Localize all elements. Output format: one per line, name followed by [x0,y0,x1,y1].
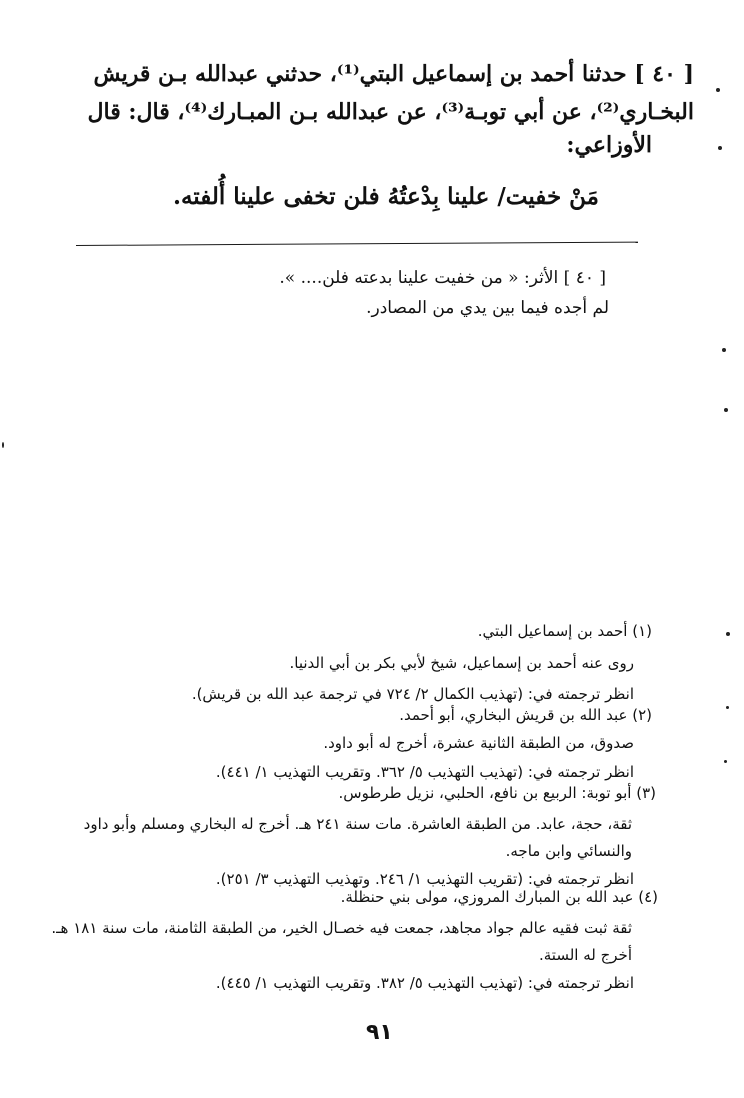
scan-speck [722,348,726,352]
scan-speck [724,408,728,412]
page-number: ٩١ [366,1020,393,1045]
scan-speck [724,760,727,763]
scan-speck [718,146,722,150]
footnote-1-title: (١) أحمد بن إسماعيل البتي. [477,622,652,640]
footnote-3-reference: انظر ترجمته في: (تقريب التهذيب ١/ ٢٤٦. وتهذيب التهذيب ٣/ ٢٥١). [215,870,634,888]
footnote-1-reference: انظر ترجمته في: (تهذيب الكمال ٢/ ٧٢٤ في ترجمة عبد الله بن قريش). [191,685,634,703]
footnote-4-body: ثقة ثبت فقيه عالم جواد مجاهد، جمعت فيه خصـال الخير، من الطبقة الثامنة، مات سنة ١٨١ هـ. [51,919,632,937]
footnote-4-title: (٤) عبد الله بن المبارك المروزي، مولى بني حنظلة. [340,888,658,906]
scan-speck [2,442,4,448]
scan-speck [716,88,720,92]
main-text-line-1: [ ٤٠ ] حدثنا أحمد بن إسماعيل البتي⁽¹⁾، حدثني عبدالله بـن قريش [93,61,694,87]
footnote-2-reference: انظر ترجمته في: (تهذيب التهذيب ٥/ ٣٦٢. وتقريب التهذيب ١/ ٤٤١). [215,763,634,781]
main-text-line-2: البخـاري⁽²⁾، عن أبي توبـة⁽³⁾، عن عبدالله بـن المبـارك⁽⁴⁾، قال: قال [87,99,694,125]
footnote-1-body: روى عنه أحمد بن إسماعيل، شيخ لأبي بكر بن أبي الدنيا. [289,654,634,672]
footnote-3-title: (٣) أبو توبة: الربيع بن نافع، الحلبي، نزيل طرطوس. [338,784,656,802]
footnote-2-title: (٢) عبد الله بن قريش البخاري، أبو أحمد. [399,706,652,724]
note-line-2: لم أجده فيما بين يدي من المصادر. [366,298,609,318]
footnote-3-body: ثقة، حجة، عابد. من الطبقة العاشرة. مات سنة ٢٤١ هـ. أخرج له البخاري ومسلم وأبو داود [83,815,632,833]
main-text-line-3: الأوزاعي: [566,132,652,158]
footnote-3-body-cont: والنسائي وابن ماجه. [505,842,632,860]
athar-quote: مَنْ خفيت/ علينا بِدْعتُهُ فلن تخفى علينا أُلفته. [172,183,599,210]
note-line-1: [ ٤٠ ] الأثر: « من خفيت علينا بدعته فلن.... ». [279,268,606,288]
footnote-2-body: صدوق، من الطبقة الثانية عشرة، أخرج له أبو داود. [323,734,634,752]
scan-speck [726,706,729,709]
footnote-4-body-cont: أخرج له الستة. [538,946,632,964]
section-divider [76,242,638,246]
scan-speck [726,632,730,636]
footnote-4-reference: انظر ترجمته في: (تهذيب التهذيب ٥/ ٣٨٢. وتقريب التهذيب ١/ ٤٤٥). [215,974,634,992]
